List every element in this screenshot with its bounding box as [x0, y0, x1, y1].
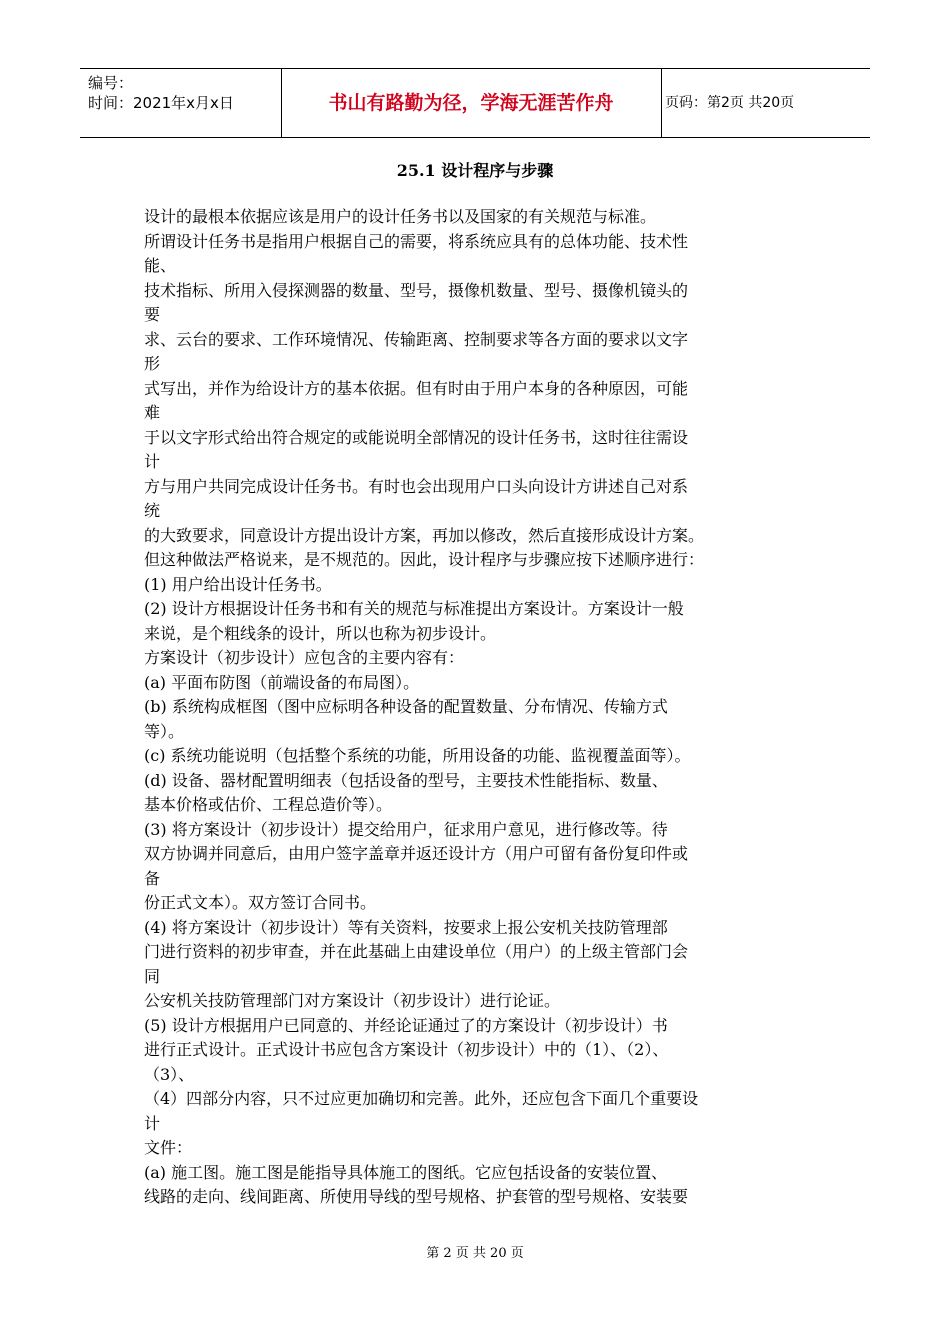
- text-line: (1) 用户给出设计任务书。: [144, 574, 332, 594]
- text-line: 双方协调并同意后，由用户签字盖章并返还设计方（用户可留有备份复印件或: [144, 844, 689, 863]
- date-line: 时间：2021年x月x日: [88, 94, 234, 112]
- text-line: (b) 系统构成框图（图中应标明各种设备的配置数量、分布情况、传输方式: [144, 697, 668, 716]
- text-line: 的大致要求，同意设计方提出设计方案，再加以修改，然后直接形成设计方案。: [144, 525, 705, 545]
- text-line: 式写出，并作为给设计方的基本依据。但有时由于用户本身的各种原因，可能: [144, 378, 689, 398]
- text-line: 门进行资料的初步审查，并在此基础上由建设单位（用户）的上级主管部门会: [144, 942, 689, 961]
- text-line: 难: [144, 403, 161, 422]
- number-label: 编号：: [88, 74, 134, 92]
- text-line: (a) 平面布防图（前端设备的布局图）。: [144, 672, 420, 692]
- text-line: 形: [144, 354, 161, 373]
- text-line: 份正式文本）。双方签订合同书。: [144, 893, 377, 912]
- text-line: （3）、: [144, 1064, 195, 1084]
- text-line: 公安机关技防管理部门对方案设计（初步设计）进行论证。: [144, 991, 561, 1010]
- text-line: (d) 设备、器材配置明细表（包括设备的型号，主要技术性能指标、数量、: [144, 770, 668, 790]
- text-line: 于以文字形式给出符合规定的或能说明全部情况的设计任务书，这时往往需设: [144, 427, 689, 447]
- text-line: 统: [144, 501, 161, 520]
- header-meta: [88, 73, 234, 113]
- text-line: 要: [144, 305, 161, 324]
- page-code: 页码：第2页 共20页: [665, 95, 795, 111]
- text-line: 所谓设计任务书是指用户根据自己的需要，将系统应具有的总体功能、技术性: [144, 231, 689, 251]
- text-line: 线路的走向、线间距离、所使用导线的型号规格、护套管的型号规格、安装要: [144, 1187, 689, 1206]
- text-line: 求、云台的要求、工作环境情况、传输距离、控制要求等各方面的要求以文字: [144, 329, 689, 349]
- text-line: 方与用户共同完成设计任务书。有时也会出现用户口头向设计方讲述自己对系: [144, 476, 689, 496]
- text-line: 技术指标、所用入侵探测器的数量、型号，摄像机数量、型号、摄像机镜头的: [144, 280, 689, 300]
- text-line: 同: [144, 966, 161, 986]
- text-line: 但这种做法严格说来，是不规范的。因此，设计程序与步骤应按下述顺序进行：: [144, 550, 705, 569]
- page-header: [80, 68, 870, 138]
- header-divider: [661, 69, 662, 137]
- text-line: (2) 设计方根据设计任务书和有关的规范与标准提出方案设计。方案设计一般: [144, 599, 684, 618]
- text-line: 基本价格或估价、工程总造价等）。: [144, 795, 393, 814]
- text-line: 方案设计（初步设计）应包含的主要内容有：: [144, 648, 465, 667]
- text-line: (5) 设计方根据用户已同意的、并经论证通过了的方案设计（初步设计）书: [144, 1015, 668, 1035]
- text-line: 来说，是个粗线条的设计，所以也称为初步设计。: [144, 623, 497, 643]
- page-footer: 第 2 页 共 20 页: [426, 1246, 524, 1261]
- text-line: (4) 将方案设计（初步设计）等有关资料，按要求上报公安机关技防管理部: [144, 917, 668, 937]
- text-line: 备: [144, 868, 161, 888]
- motto: 书山有路勤为径，学海无涯苦作舟: [328, 92, 614, 114]
- text-line: (c) 系统功能说明（包括整个系统的功能，所用设备的功能、监视覆盖面等）。: [144, 746, 691, 765]
- text-line: 文件：: [144, 1138, 193, 1157]
- section-title: 25.1 设计程序与步骤: [396, 161, 554, 180]
- body-text: [144, 205, 824, 1210]
- text-line: 设计的最根本依据应该是用户的设计任务书以及国家的有关规范与标准。: [144, 207, 657, 226]
- text-line: 进行正式设计。正式设计书应包含方案设计（初步设计）中的（1）、（2）、: [144, 1040, 669, 1059]
- text-line: （4）四部分内容，只不过应更加确切和完善。此外，还应包含下面几个重要设: [144, 1089, 699, 1108]
- text-line: 计: [144, 1113, 161, 1133]
- text-line: 能、: [144, 256, 177, 275]
- text-line: (3) 将方案设计（初步设计）提交给用户，征求用户意见，进行修改等。待: [144, 819, 668, 839]
- text-line: (a) 施工图。施工图是能指导具体施工的图纸。它应包括设备的安装位置、: [144, 1162, 668, 1182]
- text-line: 等）。: [144, 721, 185, 741]
- text-line: 计: [144, 452, 161, 471]
